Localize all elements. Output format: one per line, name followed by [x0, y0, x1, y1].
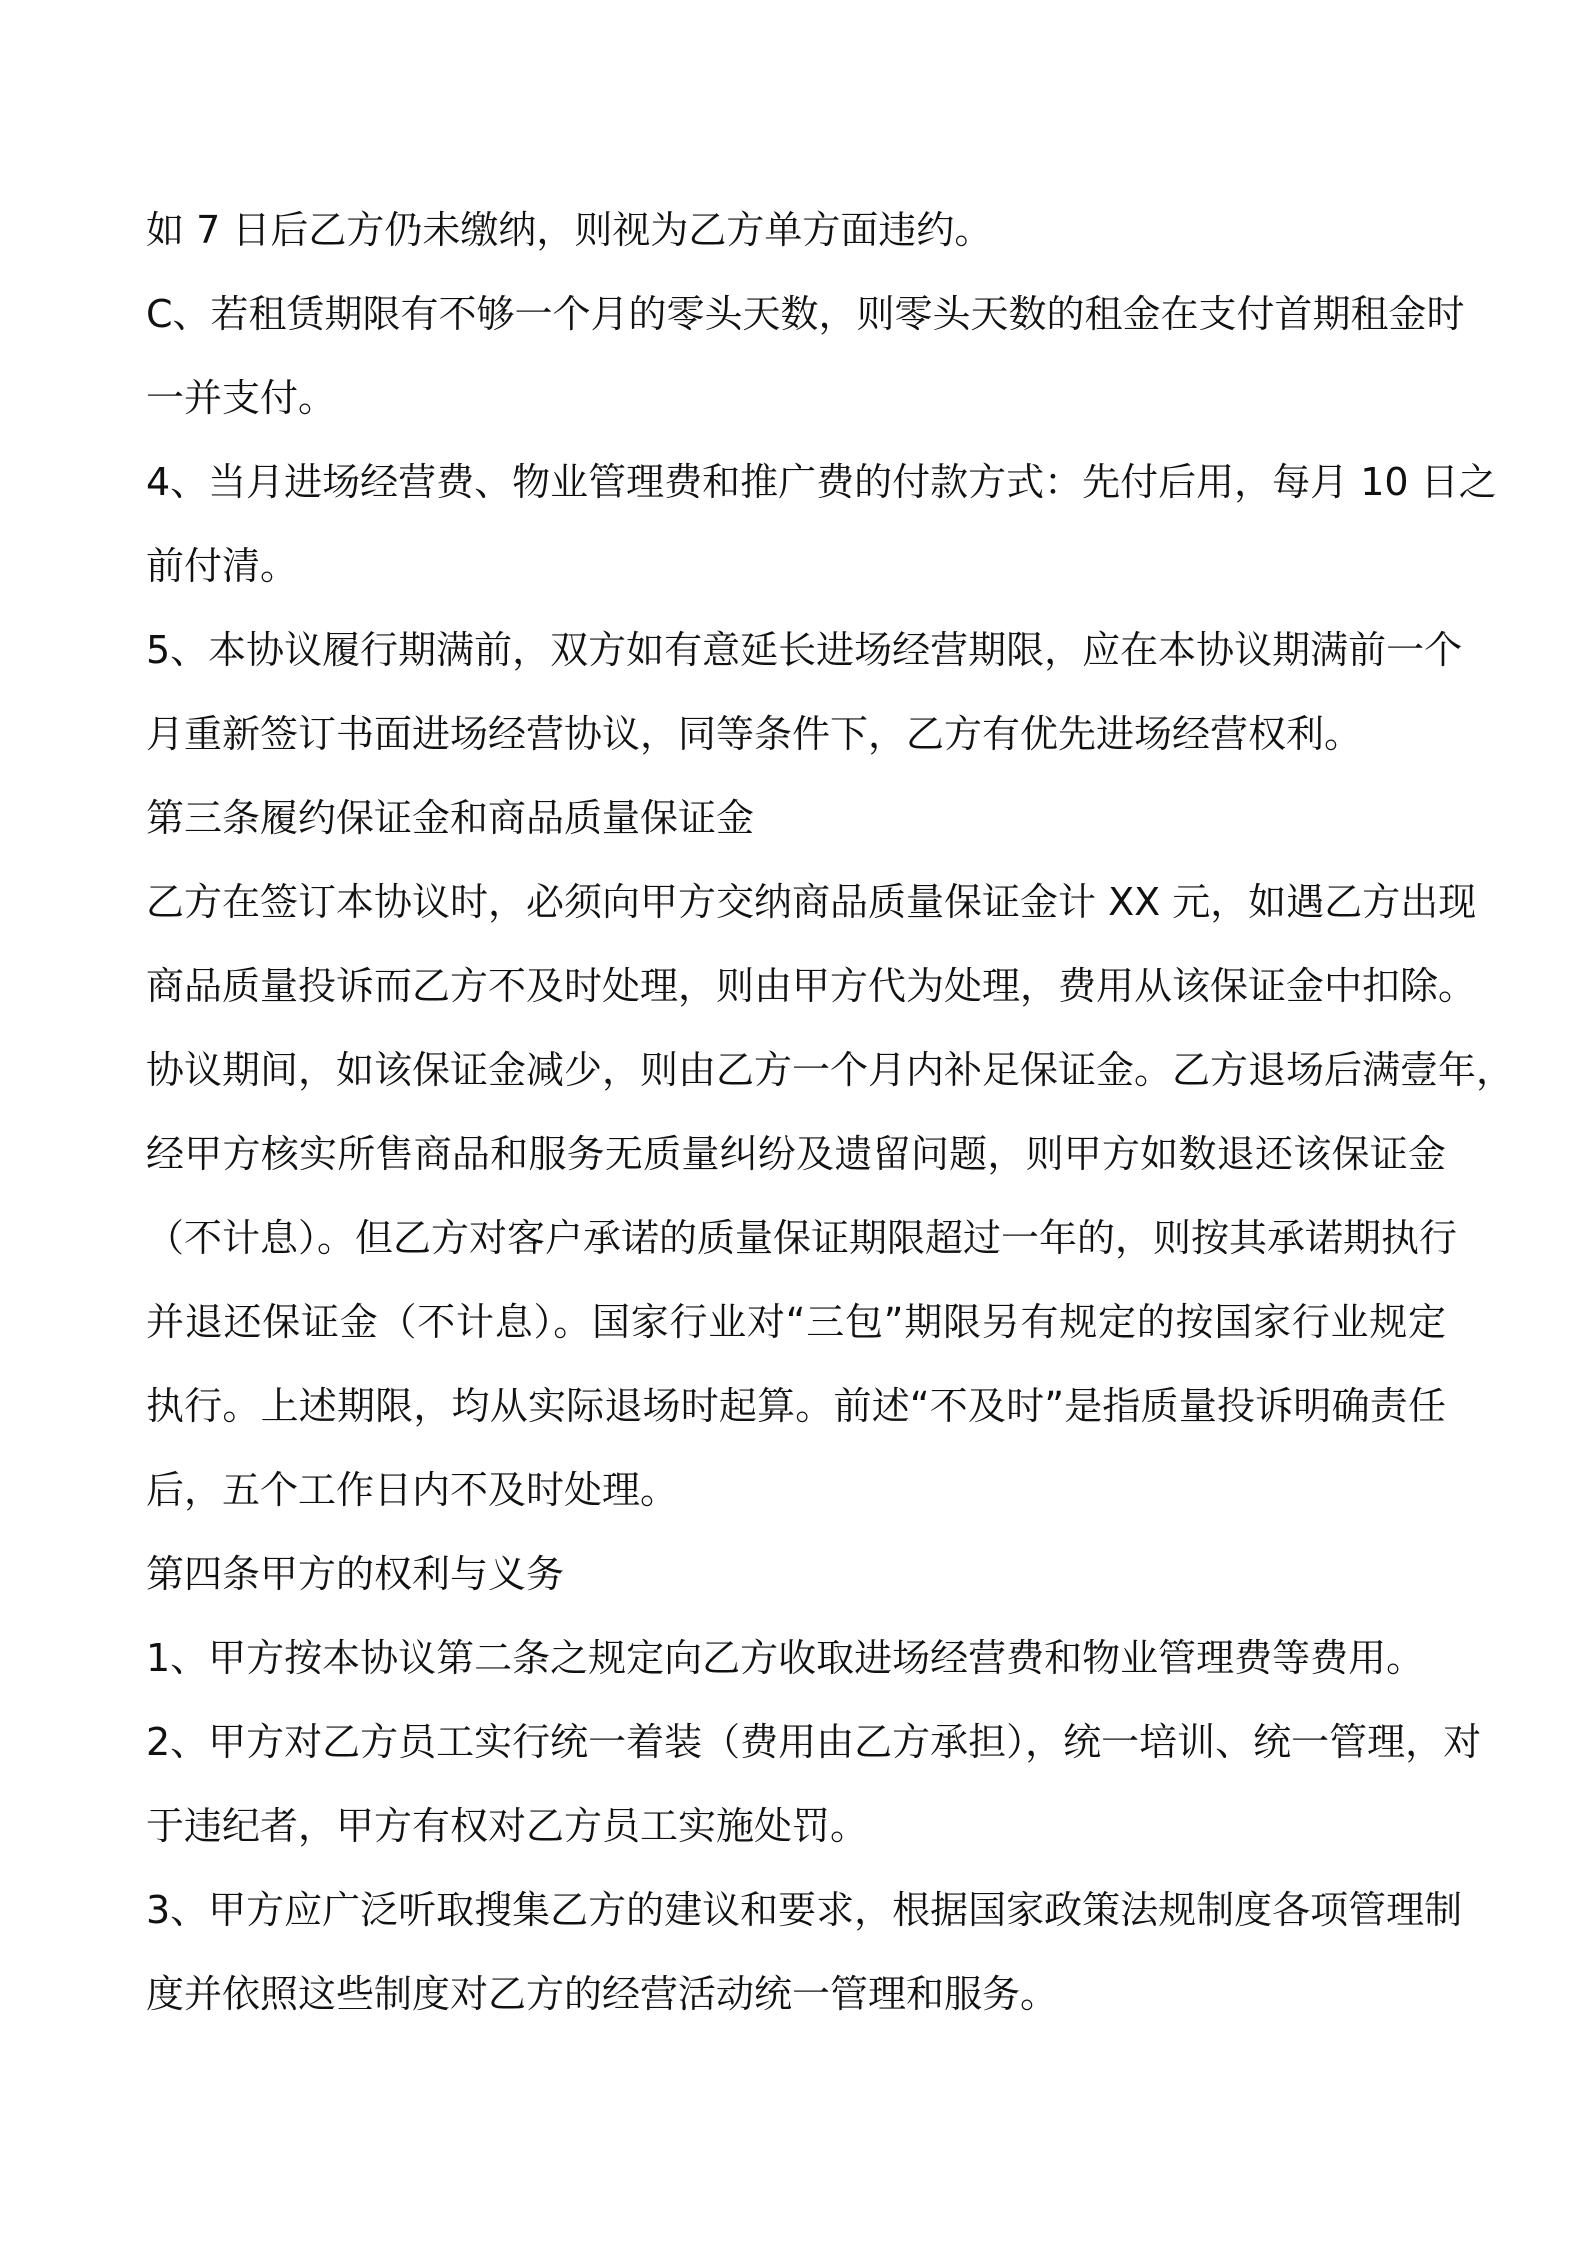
text-line: 执行。上述期限，均从实际退场时起算。前述“不及时”是指质量投诉明确责任 — [146, 1384, 1446, 1428]
text-line: 协议期间，如该保证金减少，则由乙方一个月内补足保证金。乙方退场后满壹年， — [146, 1048, 1515, 1092]
text-line: 并退还保证金（不计息）。国家行业对“三包”期限另有规定的按国家行业规定 — [146, 1300, 1446, 1344]
text-line: 乙方在签订本协议时，必须向甲方交纳商品质量保证金计 XX 元，如遇乙方出现 — [146, 880, 1477, 924]
text-line: 后，五个工作日内不及时处理。 — [146, 1468, 679, 1512]
text-line: 度并依照这些制度对乙方的经营活动统一管理和服务。 — [146, 1972, 1059, 2016]
text-line: 于违纪者，甲方有权对乙方员工实施处罚。 — [146, 1804, 869, 1848]
text-line: 如 7 日后乙方仍未缴纳，则视为乙方单方面违约。 — [146, 208, 993, 252]
text-line: 一并支付。 — [146, 376, 337, 420]
text-line: 5、本协议履行期满前，双方如有意延长进场经营期限，应在本协议期满前一个 — [146, 628, 1463, 672]
text-line: （不计息）。但乙方对客户承诺的质量保证期限超过一年的，则按其承诺期执行 — [146, 1216, 1458, 1260]
text-line: C、若租赁期限有不够一个月的零头天数，则零头天数的租金在支付首期租金时 — [146, 292, 1465, 336]
text-line: 4、当月进场经营费、物业管理费和推广费的付款方式：先付后用，每月 10 日之 — [146, 460, 1497, 504]
text-line: 月重新签订书面进场经营协议，同等条件下，乙方有优先进场经营权利。 — [146, 712, 1363, 756]
text-line: 前付清。 — [146, 544, 299, 588]
text-line: 1、甲方按本协议第二条之规定向乙方收取进场经营费和物业管理费等费用。 — [146, 1636, 1425, 1680]
text-line: 商品质量投诉而乙方不及时处理，则由甲方代为处理，费用从该保证金中扣除。 — [146, 964, 1477, 1008]
text-line: 2、甲方对乙方员工实行统一着装（费用由乙方承担），统一培训、统一管理，对 — [146, 1720, 1482, 1764]
text-line: 经甲方核实所售商品和服务无质量纠纷及遗留问题，则甲方如数退还该保证金 — [146, 1132, 1446, 1176]
section-heading: 第三条履约保证金和商品质量保证金 — [146, 796, 755, 840]
text-line: 3、甲方应广泛听取搜集乙方的建议和要求，根据国家政策法规制度各项管理制 — [146, 1888, 1463, 1932]
section-heading: 第四条甲方的权利与义务 — [146, 1552, 565, 1596]
